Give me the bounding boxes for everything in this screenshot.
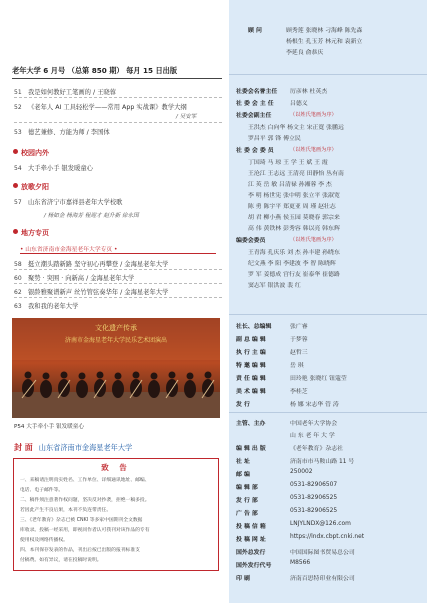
article-title: 山东省济宁市嘉祥县老年大学校歌	[28, 199, 123, 206]
staff-label: 特 邀 编 辑	[236, 363, 266, 369]
page-number: 51	[14, 89, 22, 96]
publisher-label: 印 刷	[236, 576, 250, 582]
divider	[229, 412, 427, 413]
vice-directors-names: 王洪杰 白向华 杨文主 宋正寛 张鹏远	[248, 125, 344, 131]
vice-directors-names: 罗昌平 郭 锋 傅立民	[248, 136, 301, 142]
members-names: 高 伟 黄铁林 彭秀容 韩以亮 韩东辉	[248, 226, 340, 232]
publisher-label: 主管、主办	[236, 421, 266, 427]
bullet-icon	[13, 149, 18, 154]
submission-url[interactable]: https://lndx.cbpt.cnki.net	[290, 534, 365, 540]
cover-text: 山东省济南市金海星老年大学	[38, 443, 133, 452]
publisher-value: 250002	[290, 469, 313, 475]
bullet-icon	[13, 183, 18, 188]
stage-image	[12, 318, 220, 418]
divider	[14, 122, 222, 123]
toc-item[interactable]	[14, 87, 116, 96]
notice-line: 付稿费。如有异议，请在投稿时说明。	[20, 558, 102, 563]
staff-label: 责 任 编 辑	[236, 376, 266, 382]
article-title: 银龄雅聚谱新声 丝竹管弦奏华年 / 金海星老年大学	[28, 289, 169, 296]
staff-value: 杨 娜 宋志华 管 涛	[290, 402, 339, 408]
members-names: 丁国琦 马 琼 王 学 王 斌 王 霞	[248, 160, 328, 166]
publisher-label: 发 行 部	[236, 498, 258, 504]
notice-line: 电话、电子邮件等。	[20, 488, 64, 493]
staff-label: 执 行 主 编	[236, 350, 266, 356]
ordering-note: （以姓氏笔画为序）	[290, 112, 337, 118]
divider	[14, 269, 222, 270]
section-heading: 校园内外	[13, 148, 49, 158]
notice-title: 致 告	[101, 463, 131, 472]
publisher-label: 社 址	[236, 459, 250, 465]
bullet-icon	[13, 229, 18, 234]
cover-line	[14, 442, 132, 453]
staff-value: 李桂芝	[290, 389, 308, 395]
notice-line: 四、本刊保存发表的作品，刊出后按已出版的报刊标准支	[20, 548, 140, 553]
notice-line: 二、稿件须注意著作权问题，坚决反对抄袭，拒绝一稿多投。	[20, 498, 150, 503]
section-heading: 地方专页	[13, 228, 49, 238]
members-names: 陈 勇 陈宇平 郑更亚 周 瑾 赵壮志	[248, 204, 336, 210]
publisher-value: 0531-82906507	[290, 482, 338, 488]
publisher-value: M8566	[290, 560, 311, 566]
staff-value: 赵哲三	[290, 350, 308, 356]
section-heading: 放歌夕阳	[13, 182, 49, 192]
editors-label: 编委会委员	[236, 238, 266, 244]
editors-names: 罗 军 姜德成 宫行友 崔泰华 崔德路	[248, 272, 340, 278]
publisher-label: 邮 编	[236, 472, 250, 478]
notice-line: 一、来稿请注明真实姓名、工作单位、详细通讯地址、邮编、	[20, 478, 150, 483]
publisher-label: 投 稿 信 箱	[236, 524, 266, 530]
publisher-value: 《老年教育》杂志社	[290, 446, 344, 452]
staff-value: 岳 琪	[290, 363, 304, 369]
ordering-note: （以姓氏笔画为序）	[290, 237, 337, 243]
publisher-value: 中国国际图书贸易总公司	[290, 550, 355, 556]
staff-label: 发 行	[236, 402, 250, 408]
submission-email[interactable]: LNJYLNDX@126.com	[290, 521, 351, 527]
publisher-value: 0531-82906525	[290, 495, 338, 501]
members-names: 李 明 杨世宪 张中明 张立平 张淑宽	[248, 193, 340, 199]
director-label: 社 委 会 主 任	[236, 101, 274, 107]
members-names: 王沧江 王志远 王清亮 田静怡 丛有南	[248, 171, 344, 177]
toc-item[interactable]	[14, 259, 168, 268]
page-number: 62	[14, 289, 22, 296]
publisher-label: 国外发行代号	[236, 563, 272, 569]
orchestra-photo	[12, 318, 220, 418]
toc-item[interactable]	[14, 301, 78, 310]
notice-box	[13, 458, 219, 571]
staff-label: 社长、总编辑	[236, 324, 272, 330]
publisher-value: 0531-82906525	[290, 508, 338, 514]
photo-banner-bottom: 济南市金海星老年大学民乐艺术团演出	[64, 337, 168, 344]
ordering-note: （以姓氏笔画为序）	[290, 147, 337, 153]
article-title: 挺立潮头踏新路 坚守初心再攀登 / 金海星老年大学	[28, 261, 169, 268]
notice-line: 若因此产生不良后果，本刊不负连带责任。	[20, 508, 112, 513]
local-banner: • 山东省济南市金海星老年大学专页 •	[20, 244, 216, 254]
members-label: 社 委 会 委 员	[236, 148, 274, 154]
divider	[229, 74, 427, 75]
toc-item[interactable]	[14, 163, 93, 172]
photo-caption: P54 大手牵小手 银发暖童心	[14, 424, 84, 430]
issue-header: 老年大学 6 月号 （总第 850 期） 每月 15 日出版	[12, 66, 178, 75]
article-title: 我是如何教好工笔画的 / 王晓蓉	[28, 89, 116, 96]
page-number: 53	[14, 129, 22, 136]
publisher-value: 济南市市马鞍山路 11 号	[290, 459, 355, 465]
notice-line: 使用权及网络传播权。	[20, 538, 68, 543]
cover-label: 封 面	[14, 443, 33, 452]
editors-names: 窦志军 银洪波 裴 红	[248, 283, 301, 289]
editors-names: 纪文燕 李 阳 李建波 李 智 陈晓辉	[248, 261, 336, 267]
advisors-label: 顾 问	[248, 28, 262, 34]
page-number: 54	[14, 165, 22, 172]
publisher-value: 中国老年大学协会	[290, 421, 338, 427]
publisher-label: 编 辑 部	[236, 485, 258, 491]
toc-item[interactable]	[14, 102, 187, 111]
publisher-value: 济南百思特印业有限公司	[290, 576, 355, 582]
staff-value: 于梦蓉	[290, 337, 308, 343]
members-names: 江 英 岳 敏 吕清禄 孙湘蓉 李 杰	[248, 182, 332, 188]
staff-value: 田玲艳 张晓红 钮蔻莹	[290, 376, 347, 382]
advisors-names: 李延良 俞恭庆	[286, 50, 324, 56]
publisher-value: 山 东 老 年 大 学	[290, 433, 335, 439]
publisher-label: 编 辑 出 版	[236, 446, 266, 452]
divider	[14, 283, 222, 284]
toc-item[interactable]	[14, 287, 168, 296]
divider	[229, 314, 427, 315]
article-title: 聚势 · 突围 · 向新高 / 金海星老年大学	[28, 275, 135, 282]
header-rule	[12, 78, 222, 79]
page-number: 57	[14, 199, 22, 206]
advisors-names: 顾秀莲 张晓林 刁海峰 陈先森	[286, 28, 363, 34]
staff-label: 美 术 编 辑	[236, 389, 266, 395]
page-number: 52	[14, 104, 22, 111]
publisher-label: 广 告 部	[236, 511, 258, 517]
toc-item[interactable]	[14, 197, 122, 206]
article-title: 我和我的老年大学	[28, 303, 79, 310]
article-title: 《老年人 AI 工具轻松学——常用 App 实战课》教学大纲	[28, 104, 187, 111]
advisors-names: 杨根生 孔玉芳 林元和 袁新立	[286, 39, 363, 45]
article-credits: / 杨如金 杨海芳 程迎才 赵升新 徐永国	[44, 213, 139, 219]
members-names: 胡 君 柳小燕 侯玉园 莫晓春 郭宗来	[248, 215, 340, 221]
editors-names: 王青海 孔庆乐 刘 杰 孙丰建 孙晓东	[248, 250, 340, 256]
page-number: 60	[14, 275, 22, 282]
article-title: 大手牵小手 银发暖童心	[28, 165, 93, 172]
divider	[14, 297, 222, 298]
chair-names: 厉彦林 杜英杰	[290, 89, 328, 95]
staff-label: 副 总 编 辑	[236, 337, 266, 343]
article-author: / 吴安军	[176, 114, 197, 120]
toc-item[interactable]	[14, 273, 134, 282]
toc-item[interactable]	[14, 127, 110, 136]
publisher-label: 投 稿 网 址	[236, 537, 266, 543]
article-title: 德艺兼修、方能为师 / 李国体	[28, 129, 110, 136]
director-name: 吕德义	[290, 101, 308, 107]
divider	[14, 97, 222, 98]
chair-label: 社委会名誉主任	[236, 89, 278, 95]
staff-value: 张广睿	[290, 324, 308, 330]
notice-line: 库收录。投稿一经采用，即视同作者认可我刊对该作品的专有	[20, 528, 150, 533]
photo-banner-top: 文化遗产传承	[95, 324, 137, 332]
page-number: 63	[14, 303, 22, 310]
vice-directors-label: 社委会副主任	[236, 113, 272, 119]
publisher-label: 国外总发行	[236, 550, 266, 556]
page-number: 58	[14, 261, 22, 268]
notice-line: 三、《老年教育》杂志已被 CNKI 等多家中国期刊全文数据	[20, 518, 143, 523]
